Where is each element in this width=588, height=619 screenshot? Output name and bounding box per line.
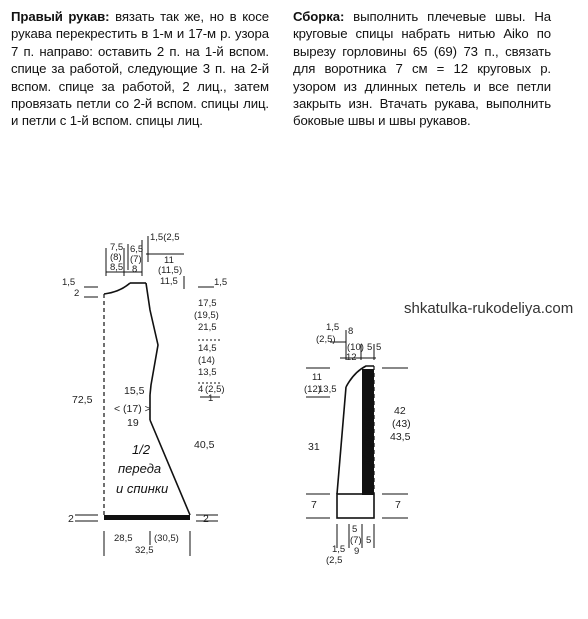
right-height-4: 14,5 [198,343,217,354]
bottom-width-3: 32,5 [135,545,154,556]
sleeve-bottom-4: 5 [366,535,372,546]
sleeve-left-3: 13,5 [318,384,337,395]
sleeve-top-1: 1,5 [326,322,340,333]
armhole-line [146,283,158,395]
cuff-left: 7 [311,499,317,511]
sleeve-right-3: 43,5 [390,431,411,443]
lower-height: 40,5 [194,439,215,451]
sleeve-top-7: 5 [376,342,382,353]
top-mid-width-3: 8 [132,264,138,275]
right-height-7: 4 [198,384,204,395]
right-height-5: (14) [198,355,215,366]
body-pattern [75,236,220,556]
sleeve-right-1: 42 [394,405,406,417]
right-height-2: (19,5) [194,310,219,321]
sleeve-bottom-5: 1,5 [332,544,346,555]
top-right-width-1: 1,5(2,5 [150,232,180,243]
sleeve-left-2: (12) [304,384,321,395]
piece-label-1: 1/2 [132,442,151,457]
middle-width-2: < (17) > [114,403,151,415]
sleeve-left-height: 31 [308,441,320,453]
right-height-6: 13,5 [198,367,217,378]
middle-width-1: 15,5 [124,385,145,397]
sleeve-labels [304,322,411,566]
watermark: shkatulka-rukodeliya.com [404,300,574,317]
total-height: 72,5 [72,394,93,406]
sleeve-seam [337,387,346,494]
top-right-width-2: 11 [164,255,174,266]
sleeve-bottom-1: 5 [352,524,358,535]
assembly-heading: Сборка: [293,9,345,24]
sleeve-cuff [337,494,374,518]
piece-label-3: и спинки [116,481,169,496]
bottom-width-1: 28,5 [114,533,133,544]
sleeve-top-5: 5 [367,342,373,353]
top-mid-width-2: (7) [130,254,142,265]
sleeve-piece-label: 1/2 рукава [362,408,374,466]
piece-label-2: переда [118,461,162,476]
top-mid-width-1: 6,5 [130,244,144,255]
top-right-width-3: (11,5) [158,265,183,276]
sleeve-top-6: 12 [346,352,357,363]
sleeve-bottom-2: (7) [350,535,362,546]
body-labels [62,232,227,556]
right-sleeve-text: вязать так же, но в косе рукава перекрестить в 1-м и 17-м р. узора 7 п. направо: оставить 2 п. на 1-й вспом. спице за работой, следующие 3 п. на 2-й вспом. спице за работой, 2 лиц., затем провязать петли со 2-й вспом. спицы лиц. и петли с 1-й вспом. спицы лиц. [11,9,269,129]
right-height-9: 1 [208,393,214,404]
hem-left: 2 [68,513,74,525]
sleeve-bottom-3: 9 [354,546,360,557]
neckline [104,283,130,294]
sleeve-bottom-6: (2,5 [326,555,343,566]
sleeve-left-1: 11 [312,372,322,383]
top-left-width-3: 8,5 [110,262,124,273]
right-edge-top: 1,5 [214,277,228,288]
sleeve-right-2: (43) [392,418,411,430]
right-sleeve-heading: Правый рукав: [11,9,110,24]
sleeve-top-2: (2,5) [316,334,336,345]
top-right-width-4: 11,5 [160,276,178,287]
right-height-1: 17,5 [198,298,217,309]
sleeve-top-3: 8 [348,326,354,337]
assembly-text: выполнить плечевые швы. На круговые спицы набрать нитью Aiko по вырезу горловины 65 (69) 73 п., связать для воротника 7 см = 12 круговых р. узором из длинных петель и все петли закрыть изн. Втачать рукава, выполнить боковые швы и швы рукавов. [293,9,551,129]
left-edge-top-2: 2 [74,288,80,299]
hem-band [104,515,190,520]
right-height-3: 21,5 [198,322,217,333]
left-edge-top-1: 1,5 [62,277,76,288]
top-left-width-1: 7,5 [110,242,124,253]
middle-width-3: 19 [127,417,139,429]
sleeve-top-4: (10) [347,342,364,353]
right-height-8: (2,5) [205,384,225,395]
bottom-width-2: (30,5) [154,533,179,544]
top-left-width-2: (8) [110,252,122,263]
hem-right: 2 [203,513,209,525]
cuff-right: 7 [395,499,401,511]
